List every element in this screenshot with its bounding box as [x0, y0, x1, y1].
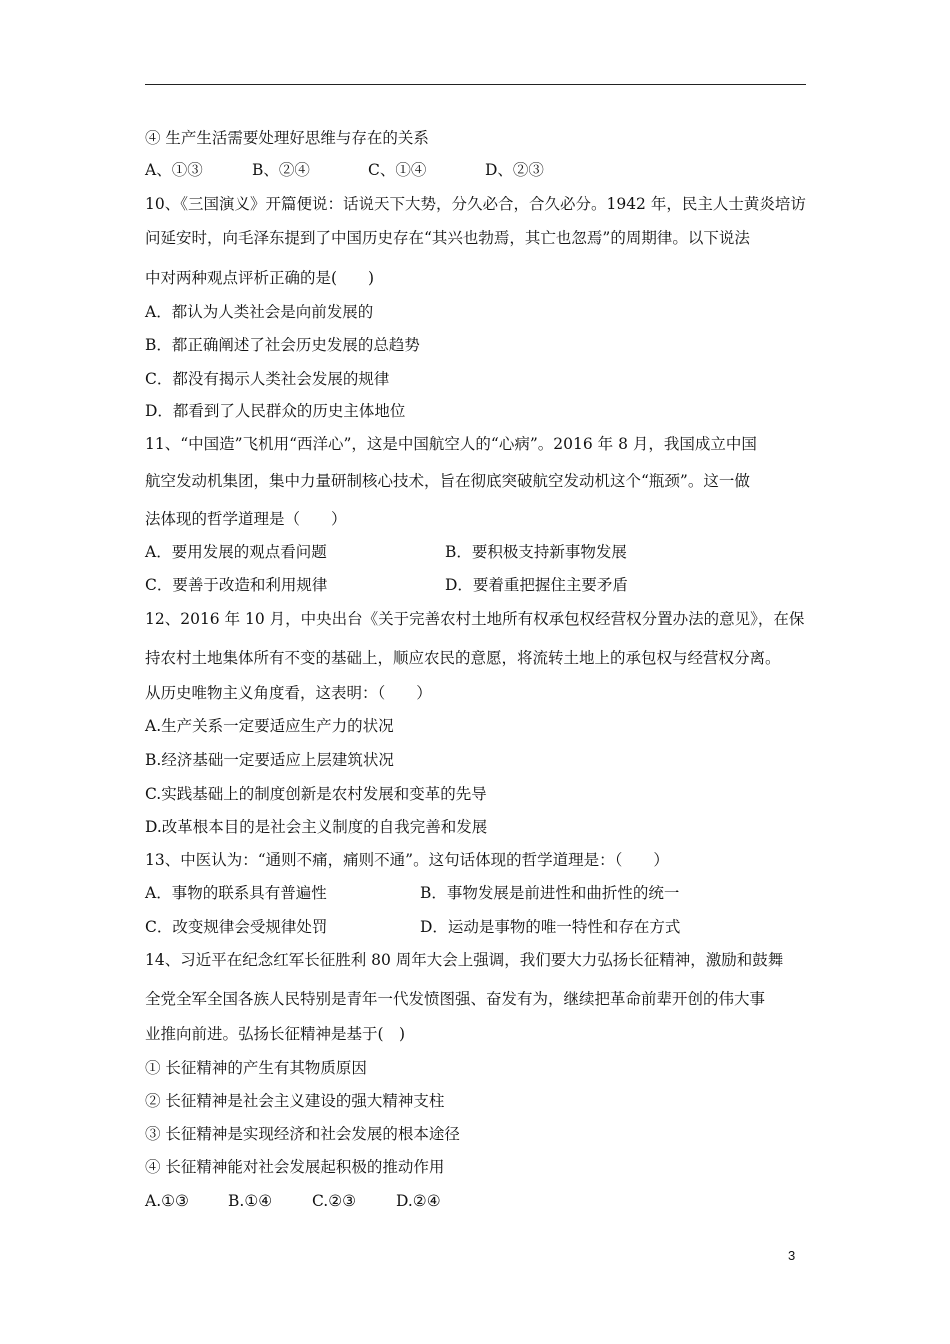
q12-option-a: A.生产关系一定要适应生产力的状况 — [145, 717, 394, 735]
q13-stem: 13、中医认为：“通则不痛，痛则不通”。这句话体现的哲学道理是：（ ） — [145, 851, 669, 869]
q12-stem-line-2: 持农村土地集体所有不变的基础上，顺应农民的意愿，将流转土地上的承包权与经营权分离。 — [145, 649, 781, 667]
q9-option-d: D、②③ — [485, 161, 544, 179]
header-rule — [145, 84, 806, 85]
q11-stem-line-1: 11、“中国造”飞机用“西洋心”，这是中国航空人的“心病”。2016 年 8 月，我国成立中国 — [145, 435, 757, 453]
q12-stem-line-1: 12、2016 年 10 月，中央出台《关于完善农村土地所有权承包权经营权分置办法的意见》，在保 — [145, 610, 805, 628]
q14-stem-line-1: 14、习近平在纪念红军长征胜利 80 周年大会上强调，我们要大力弘扬长征精神，激励和鼓舞 — [145, 951, 784, 969]
q13-option-b: B．事物发展是前进性和曲折性的统一 — [420, 884, 680, 902]
q10-option-b: B．都正确阐述了社会历史发展的总趋势 — [145, 336, 420, 354]
q12-option-c: C.实践基础上的制度创新是农村发展和变革的先导 — [145, 785, 487, 803]
q14-option-d: D.②④ — [396, 1192, 441, 1210]
page-number: 3 — [788, 1248, 796, 1263]
q10-stem-line-2: 问延安时，向毛泽东提到了中国历史存在“其兴也勃焉，其亡也忽焉”的周期律。以下说法 — [145, 229, 750, 247]
q11-stem-line-3: 法体现的哲学道理是（ ） — [145, 510, 347, 528]
q13-option-c: C．改变规律会受规律处罚 — [145, 918, 328, 936]
q12-option-d: D.改革根本目的是社会主义制度的自我完善和发展 — [145, 818, 488, 836]
q11-option-c: C．要善于改造和利用规律 — [145, 576, 328, 594]
q14-option-c: C.②③ — [312, 1192, 357, 1210]
q12-stem-line-3: 从历史唯物主义角度看，这表明：（ ） — [145, 684, 432, 702]
q14-option-b: B.①④ — [228, 1192, 273, 1210]
q14-stem-line-3: 业推向前进。弘扬长征精神是基于( ) — [145, 1025, 406, 1043]
q14-stem-line-2: 全党全军全国各族人民特别是青年一代发愤图强、奋发有为，继续把革命前辈开创的伟大事 — [145, 990, 766, 1008]
q14-statement-4: ④ 长征精神能对社会发展起积极的推动作用 — [145, 1158, 445, 1176]
q13-option-d: D．运动是事物的唯一特性和存在方式 — [420, 918, 681, 936]
q9-option-c: C、①④ — [368, 161, 427, 179]
q14-statement-2: ② 长征精神是社会主义建设的强大精神支柱 — [145, 1092, 445, 1110]
q14-option-a: A.①③ — [145, 1192, 189, 1210]
q10-option-a: A．都认为人类社会是向前发展的 — [145, 303, 374, 321]
q11-option-d: D．要着重把握住主要矛盾 — [445, 576, 628, 594]
q11-option-a: A．要用发展的观点看问题 — [145, 543, 327, 561]
q11-stem-line-2: 航空发动机集团，集中力量研制核心技术，旨在彻底突破航空发动机这个“瓶颈”。这一做 — [145, 472, 750, 490]
q14-statement-1: ① 长征精神的产生有其物质原因 — [145, 1059, 367, 1077]
q9-option-a: A、①③ — [145, 161, 203, 179]
q10-option-c: C．都没有揭示人类社会发展的规律 — [145, 370, 390, 388]
q9-statement-4: ④ 生产生活需要处理好思维与存在的关系 — [145, 129, 429, 147]
q11-option-b: B．要积极支持新事物发展 — [445, 543, 627, 561]
q10-stem-line-1: 10、《三国演义》开篇便说：话说天下大势，分久必合，合久必分。1942 年，民主人士黄炎培访 — [145, 195, 806, 213]
q10-stem-line-3: 中对两种观点评析正确的是( ) — [145, 269, 375, 287]
q14-statement-3: ③ 长征精神是实现经济和社会发展的根本途径 — [145, 1125, 460, 1143]
q9-option-b: B、②④ — [252, 161, 310, 179]
q10-option-d: D．都看到了人民群众的历史主体地位 — [145, 402, 406, 420]
q12-option-b: B.经济基础一定要适应上层建筑状况 — [145, 751, 394, 769]
q13-option-a: A．事物的联系具有普遍性 — [145, 884, 327, 902]
